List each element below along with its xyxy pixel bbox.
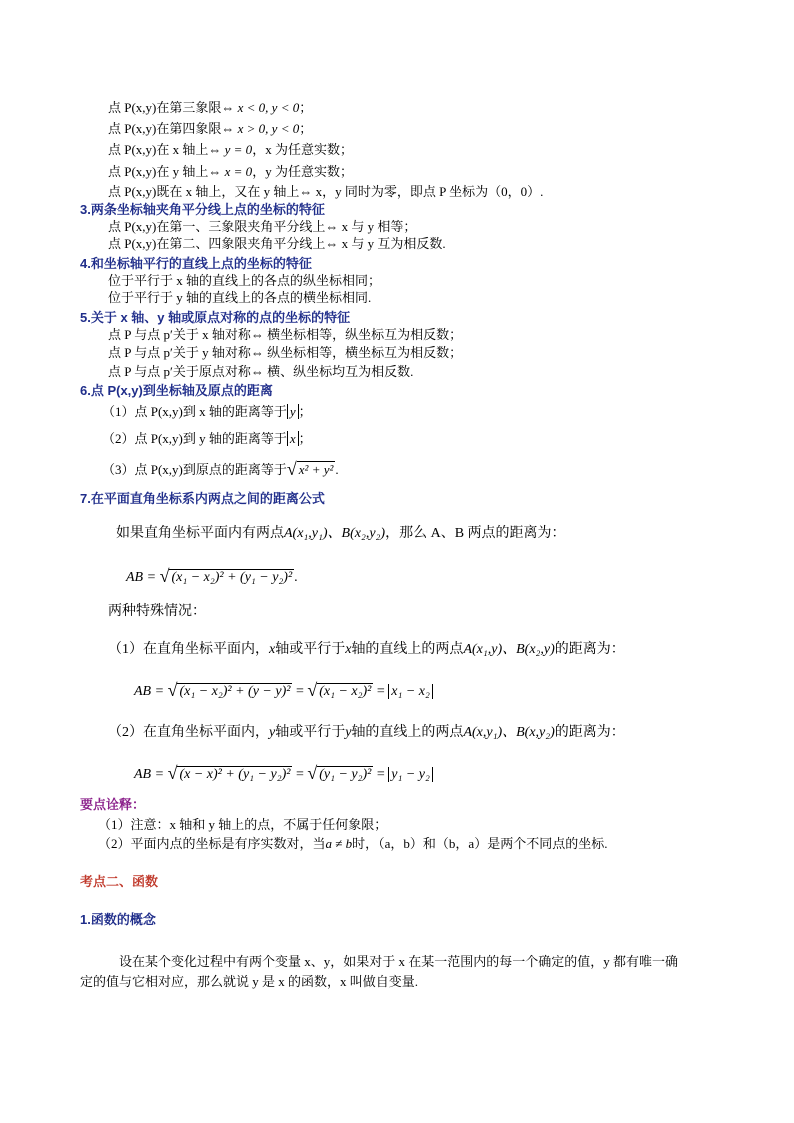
iff-symbol: ⇔ <box>221 121 235 136</box>
note-1: （1）注意：x 轴和 y 轴上的点，不属于任何象限； <box>98 817 388 832</box>
s3-line-2: 点 P(x,y)在第二、四象限夹角平分线上⇔ x 与 y 互为相反数. <box>108 236 446 251</box>
sqrt-symbol: √ <box>159 566 170 586</box>
xaxis-line: 点 P(x,y)在 x 轴上⇔ y = 0，x 为任意实数； <box>108 142 353 157</box>
q3-line: 点 P(x,y)在第三象限⇔ x < 0, y < 0； <box>108 100 313 115</box>
two-points: A(x₁,y₁)、B(x₂,y₂) <box>284 526 386 541</box>
sqrt-symbol: √ <box>286 459 297 479</box>
s7-intro: 如果直角坐标平面内有两点A(x₁,y₁)、B(x₂,y₂)，那么 A、B 两点的距离为： <box>116 526 566 541</box>
case-2-text: （2）在直角坐标平面内，y轴或平行于y轴的直线上的两点A(x,y₁)、B(x,y₂)的距离为： <box>108 725 625 740</box>
s5-line-2: 点 P 与点 p′关于 y 轴对称⇔ 纵坐标相等，横坐标互为相反数； <box>108 345 463 360</box>
s4-line-1: 位于平行于 x 轴的直线上的各点的纵坐标相同； <box>108 273 382 288</box>
sqrt-symbol: √ <box>167 680 178 700</box>
case-2-formula: AB = √ (x − x)² + (y₁ − y₂)² = √ (y₁ − y₂)² = y₁ − y₂ <box>134 762 433 786</box>
section-3-title: 3.两条坐标轴夹角平分线上点的坐标的特征 <box>80 202 325 217</box>
yaxis-line: 点 P(x,y)在 y 轴上⇔ x = 0，y 为任意实数； <box>108 164 353 179</box>
sqrt-symbol: √ <box>307 680 318 700</box>
s3-line-1: 点 P(x,y)在第一、三象限夹角平分线上⇔ x 与 y 相等； <box>108 219 417 234</box>
key-notes-title: 要点诠释： <box>80 797 146 812</box>
note-2: （2）平面内点的坐标是有序实数对，当a ≠ b时，（a，b）和（b，a）是两个不同点的坐标. <box>98 836 608 851</box>
topic-2-title: 考点二、函数 <box>80 874 159 889</box>
section-4-title: 4.和坐标轴平行的直线上点的坐标的特征 <box>80 256 312 271</box>
q4-line: 点 P(x,y)在第四象限⇔ x > 0, y < 0； <box>108 121 313 136</box>
s4-line-2: 位于平行于 y 轴的直线上的各点的横坐标相同. <box>108 290 372 305</box>
sqrt-symbol: √ <box>167 763 178 783</box>
iff-symbol: ⇔ <box>221 100 235 115</box>
special-cases-label: 两种特殊情况： <box>108 604 206 619</box>
s6-line-3: （3）点 P(x,y)到原点的距离等于√ x² + y² . <box>102 459 339 479</box>
sqrt-radicand: x² + y² <box>298 462 334 477</box>
case-1-formula: AB = √ (x₁ − x₂)² + (y − y)² = √ (x₁ − x₂)² = x₁ − x₂ <box>134 679 433 703</box>
sqrt-symbol: √ <box>307 763 318 783</box>
origin-line: 点 P(x,y)既在 x 轴上，又在 y 轴上⇔ x，y 同时为零，即点 P 坐标为（0，0）. <box>108 184 544 199</box>
s5-line-1: 点 P 与点 p′关于 x 轴对称⇔ 横坐标相等，纵坐标互为相反数； <box>108 327 463 342</box>
s6-line-2: （2）点 P(x,y)到 y 轴的距离等于 x ； <box>102 431 312 446</box>
function-concept-title: 1.函数的概念 <box>80 912 156 927</box>
s6-line-1: （1）点 P(x,y)到 x 轴的距离等于 y ； <box>102 404 312 419</box>
section-7-title: 7.在平面直角坐标系内两点之间的距离公式 <box>80 491 325 506</box>
iff-symbol: ⇔ <box>208 142 222 157</box>
iff-symbol: ⇔ <box>208 164 222 179</box>
s5-line-3: 点 P 与点 p′关于原点对称⇔ 横、纵坐标均互为相反数. <box>108 364 414 379</box>
case-1-text: （1）在直角坐标平面内，x轴或平行于x轴的直线上的两点A(x₁,y)、B(x₂,y)的距离为： <box>108 642 625 657</box>
function-paragraph-line-1: 设在某个变化过程中有两个变量 x、y，如果对于 x 在某一范围内的每一个确定的值，y 都有唯一确 <box>119 954 679 969</box>
section-6-title: 6.点 P(x,y)到坐标轴及原点的距离 <box>80 383 273 398</box>
distance-formula: AB = √ (x₁ − x₂)² + (y₁ − y₂)² . <box>126 566 298 586</box>
function-paragraph-line-2: 定的值与它相对应，那么就说 y 是 x 的函数，x 叫做自变量. <box>80 974 419 989</box>
abs-x: x <box>287 431 299 446</box>
abs-y: y <box>287 404 299 419</box>
section-5-title: 5.关于 x 轴、y 轴或原点对称的点的坐标的特征 <box>80 310 351 325</box>
